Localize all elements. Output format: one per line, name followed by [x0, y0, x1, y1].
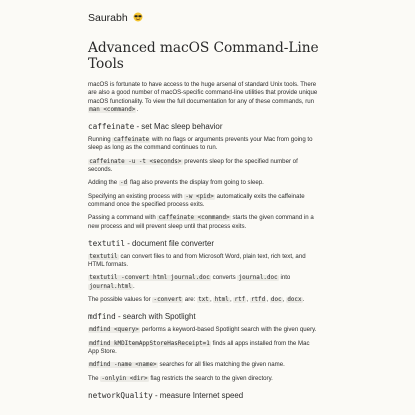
- paragraph: Specifying an existing process with -w <pid> automatically exits the caffeinate command once the specified process exits.: [88, 192, 305, 208]
- paragraph: textutil -convert html journal.doc converts journal.doc into journal.html.: [89, 274, 291, 290]
- paragraph: mdfind <query> performs a keyword-based Spotlight search with the given query.: [89, 326, 317, 334]
- site-header: [88, 12, 143, 24]
- page-title: Advanced macOS Command-Line Tools: [88, 40, 319, 72]
- sunglasses-face-icon: [133, 12, 143, 22]
- paragraph: The -onlyin <dir> flag restricts the search to the given directory.: [88, 374, 273, 382]
- paragraph: Adding the -d flag also prevents the display from going to sleep.: [88, 179, 264, 187]
- section-heading-mdfind: mdfind - search with Spotlight: [88, 312, 196, 322]
- section-heading-networkquality: networkQuality - measure Internet speed: [88, 390, 244, 400]
- paragraph: Passing a command with caffeinate <command> starts the given command in a new process and will prevent sleep until that process exits.: [88, 214, 314, 230]
- paragraph: mdfind kMDItemAppStoreHasReceipt=1 finds all apps installed from the Mac App Store.: [88, 339, 310, 355]
- paragraph: caffeinate -u -t <seconds> prevents sleep for the specified number of seconds.: [88, 157, 298, 174]
- article-content: [88, 40, 320, 405]
- paragraph: textutil can convert files to and from Microsoft Word, plain text, rich text, and HTML formats.: [88, 252, 306, 269]
- author-name[interactable]: Saurabh: [88, 12, 128, 24]
- paragraph: The possible values for -convert are: txt, html, rtf, rtfd, doc, docx.: [88, 296, 305, 304]
- section-heading-textutil: textutil - document file converter: [88, 238, 215, 248]
- intro-paragraph: macOS is fortunate to have access to the huge arsenal of standard Unix tools. There are also a good number of macOS-specific command-line utilities that provide unique macOS functionality. To view the full documentation for any of these commands, run man <command>.: [88, 81, 318, 113]
- paragraph: mdfind -name <name> searches for all files matching the given name.: [89, 361, 285, 369]
- section-heading-caffeinate: caffeinate - set Mac sleep behavior: [88, 122, 223, 132]
- paragraph: Running caffeinate with no flags or arguments prevents your Mac from going to sleep as long as the command continues to run.: [88, 136, 313, 152]
